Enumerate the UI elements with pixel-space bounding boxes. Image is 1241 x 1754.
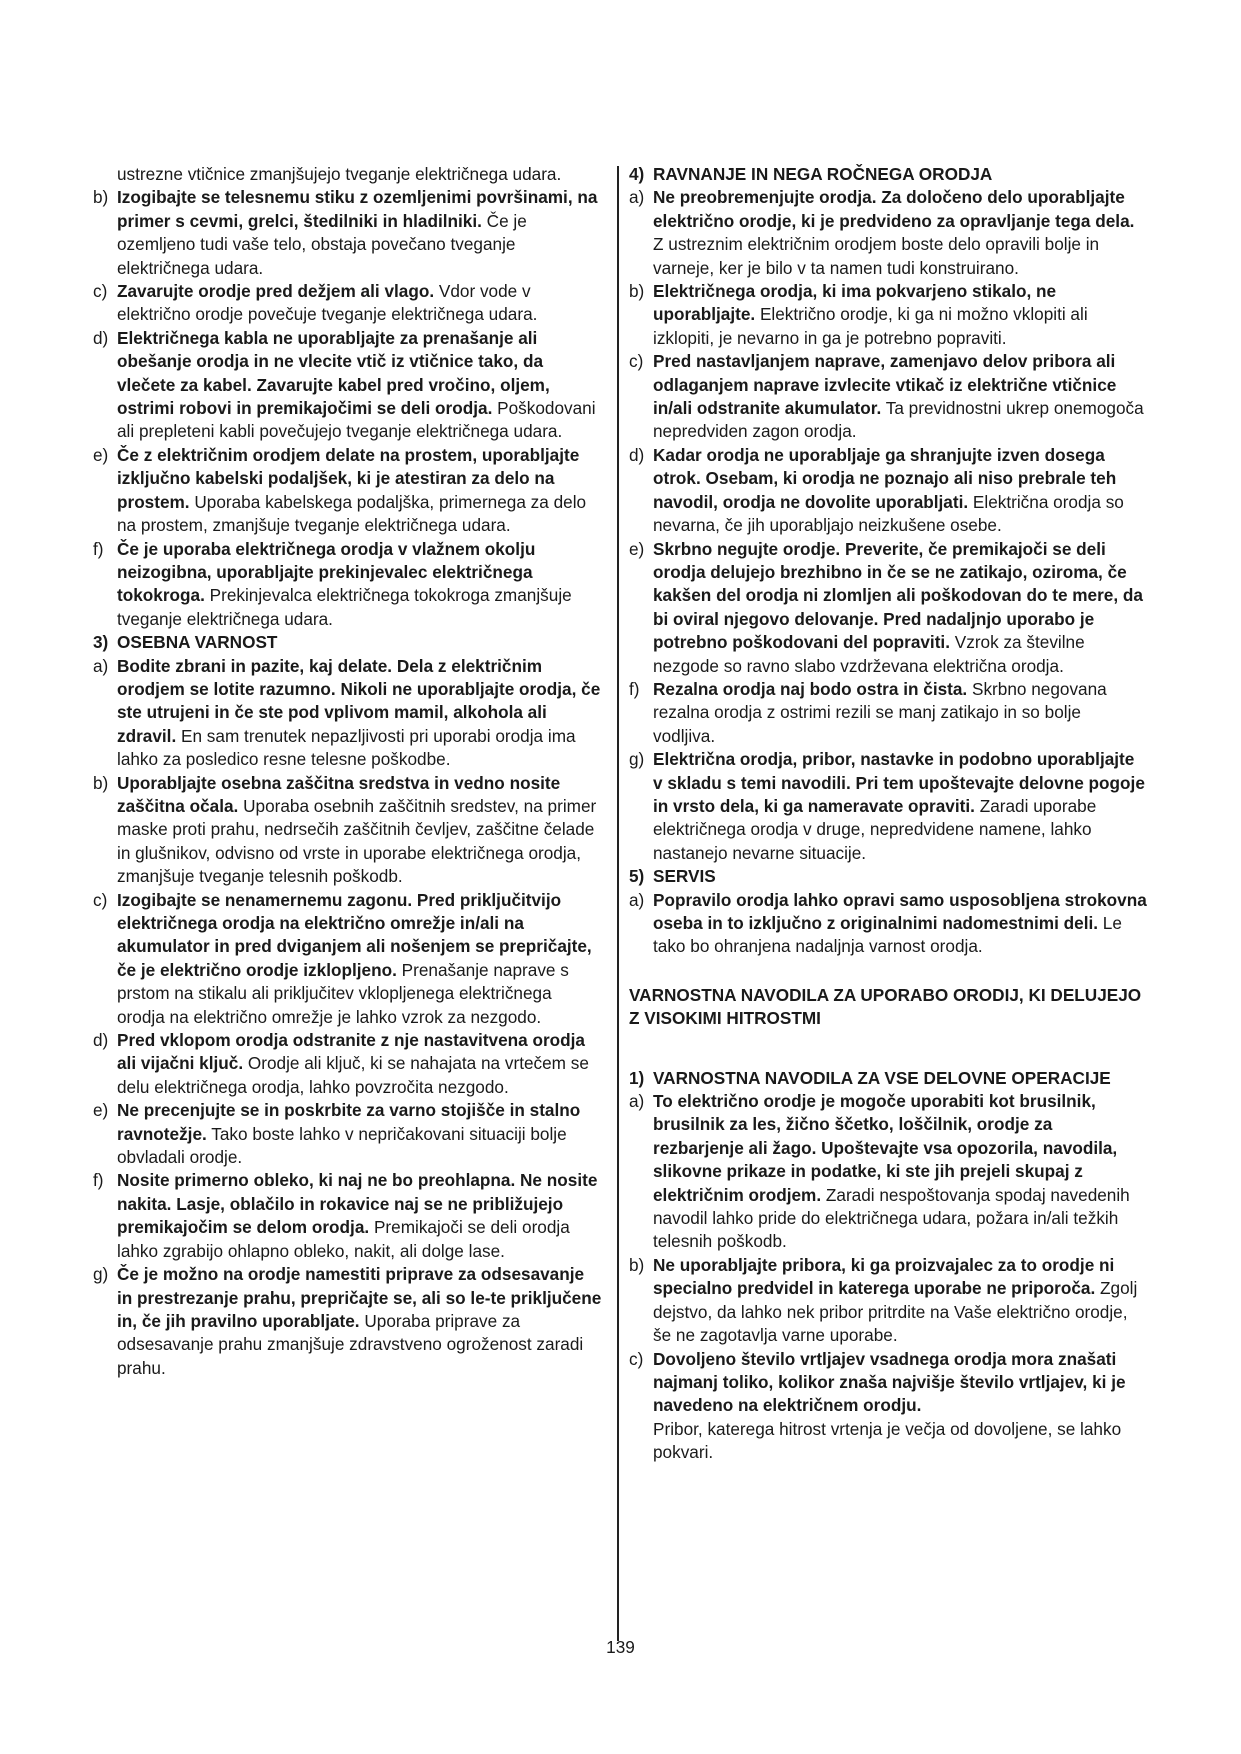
list-item-text: Orodje ali ključ, ki se nahajata na vrtečem se delu električnega orodja, lahko povzročita nezgodo. [117,1053,589,1097]
left-column [93,163,603,1380]
list-item-text: Vzrok za številne nezgode so ravno slabo vzdrževana električna orodja. [653,632,1085,676]
list-section-5 [629,889,1147,959]
list-item-bold-text: Izogibajte se nenamernemu zagonu. Pred priključitvijo električnega orodja na električno omrežje in/ali na akumulator in pred dviganjem ali nošenjem se prepričajte, če je električno orodje izklopljeno. [117,889,592,980]
list-item-label: b) [629,1254,645,1275]
list-item-bold-text: Dovoljeno število vrtljajev vsadnega orodja mora znašati najmanj toliko, kolikor znaša najvišje število vrtljajev, ki je navedeno na električnem orodju. [653,1348,1126,1416]
intro-paragraph: ustrezne vtičnice zmanjšujejo tveganje električnega udara. [117,164,562,184]
list-item-label: c) [629,351,644,372]
list-item [629,186,1147,280]
list-item-bold-text: Pred vklopom orodja odstranite z nje nastavitvena orodja ali vijačni ključ. [117,1030,585,1074]
list-item-bold-text: Električna orodja, pribor, nastavke in podobno uporabljajte v skladu s temi navodili. Pri tem upoštevajte delovne pogoje in vrsto dela, ki ga nameravate opraviti. [653,749,1145,816]
list-item-bold-text: Skrbno negujte orodje. Preverite, če premikajoči se deli orodja delujejo brezhibno in če se ne zatikajo, oziroma, če kakšen del orodja ni zlomljen ali poškodovan do te mere, da bi oviral njegovo delovanje. Pred nadaljnjo uporabo je potrebno poškodovani del popraviti. [653,538,1143,653]
list-item-label: f) [93,1170,104,1191]
list-item-text: Le tako bo ohranjena nadaljnja varnost orodja. [653,913,1122,957]
section-4-heading [629,163,1147,186]
list-item-bold-text: To električno orodje je mogoče uporabiti kot brusilnik, brusilnik za les, žično ščetko, loščilnik, orodje za rezbarjenje ali žago. Upoštevajte vsa opozorila, navodila, slikovne prikaze in podatke, ki ste jih prejeli skupaj z električnim orodjem. [653,1091,1118,1205]
list-item [629,280,1147,350]
list-item [93,186,603,280]
page-number: 139 [606,1637,635,1657]
list-item-text: En sam trenutek nepazljivosti pri uporabi orodja ima lahko za posledico resne telesne poškodbe. [117,725,576,770]
list-item-bold-text: Če z električnim orodjem delate na prostem, uporabljajte izključno kabelski podaljšek, ki je atestiran za delo na prostem. [117,444,580,512]
list-item-label: g) [93,1264,109,1285]
list-item-bold-text: Zavarujte orodje pred dežjem ali vlago. [117,281,435,302]
list-item-text: Poškodovani ali prepleteni kabli povečujejo tveganje električnega udara. [117,398,596,442]
tail-paragraph: Pribor, katerega hitrost vrtenja je večja od dovoljene, se lahko pokvari. [653,1418,1122,1463]
list-item [93,1029,603,1099]
list-item [93,889,603,1029]
list-item-label: f) [629,678,640,699]
list-item-label: b) [93,772,109,793]
section-1-number: 1) [629,1067,645,1088]
list-item-bold-text: Rezalna orodja naj bodo ostra in čista. [653,678,968,699]
list-item [93,772,603,889]
list-item [629,1090,1147,1254]
list-item-text: Zaradi nespoštovanja spodaj navedenih navodil lahko pride do električnega udara, požara in/ali težkih telesnih poškodb. [653,1184,1130,1252]
list-item [93,538,603,632]
list-item-text: Skrbno negovana rezalna orodja z ostrimi rezili se manj zatikajo in so bolje vodljiva. [653,678,1107,746]
list-item-bold-text: Če je uporaba električnega orodja v vlažnem okolju neizogibna, uporabljajte prekinjevalec električnega tokokroga. [117,538,536,606]
list-item-label: a) [629,1091,645,1112]
list-item-label: d) [629,444,645,465]
section-5-number: 5) [629,866,645,887]
list-item [93,1169,603,1263]
list-item-label: d) [93,1030,109,1051]
list-item-label: c) [93,281,108,302]
section-4-title: RAVNANJE IN NEGA ROČNEGA ORODJA [653,164,993,184]
section-1-title: VARNOSTNA NAVODILA ZA VSE DELOVNE OPERACIJE [653,1067,1111,1088]
list-item-bold-text: Izogibajte se telesnemu stiku z ozemljenimi površinami, na primer s cevmi, grelci, štedilniki in hladilniki. [117,187,598,231]
right-column [629,163,1147,1465]
list-item-text: Uporaba kabelskega podaljška, primernega za delo na prostem, zmanjšuje tveganje električnega udara. [117,491,587,536]
list-section-2 [93,186,603,631]
list-item-bold-text: Bodite zbrani in pazite, kaj delate. Dela z električnim orodjem se lotite razumno. Nikoli ne uporabljajte orodja, če ste utrujeni in če ste pod vplivom mamil, alkohola ali zdravil. [117,655,601,746]
list-item-label: a) [629,889,645,910]
list-item [629,1348,1147,1418]
section-3-title: OSEBNA VARNOST [117,632,278,653]
list-item [93,655,603,772]
list-item-bold-text: Električnega kabla ne uporabljajte za prenašanje ali obešanje orodja in ne vlecite vtič iz vtičnice tako, da vlečete za kabel. Zavarujte kabel pred vročino, oljem, ostrimi robovi in premikajočimi se deli orodja. [117,327,550,419]
list-item-label: b) [93,187,109,208]
list-item-bold-text: Če je možno na orodje namestiti priprave za odsesavanje in prestrezanje prahu, prepričajte se, ali so le-te priključene in, če jih pravilno uporabljate. [117,1264,602,1331]
list-item-label: c) [629,1348,644,1369]
list-item-text: Zgolj dejstvo, da lahko nek pribor pritrdite na Vaše električno orodje, še ne zagotavlja varne uporabe. [653,1278,1138,1346]
list-item-label: g) [629,749,645,770]
list-item-text: Uporaba priprave za odsesavanje prahu zmanjšuje zdravstveno ogroženost zaradi prahu. [117,1310,584,1378]
list-item-text: Zaradi uporabe električnega orodja v druge, nepredvidene namene, lahko nastanejo nevarne situacije. [653,795,1097,863]
list-item-text: Električna orodja so nevarna, če jih uporabljajo neizkušene osebe. [653,491,1124,536]
list-item-text: Prenašanje naprave s prstom na stikalu ali priključitev vklopljenega električnega orodja na električno omrežje je lahko vzrok za nezgodo. [117,959,569,1027]
list-item-text: Uporaba osebnih zaščitnih sredstev, na primer maske proti prahu, nedrsečih zaščitnih čevljev, zaščitne čelade in glušnikov, odvisno od vrste in uporabe električnega orodja, zmanjšuje tveganje telesnih poškodb. [117,795,597,887]
list-item-label: f) [93,538,104,559]
list-section-3 [93,655,603,1381]
list-item [629,748,1147,865]
list-item-text: Z ustreznim električnim orodjem boste delo opravili bolje in varneje, ker je bilo v ta namen tudi konstruirano. [653,234,1100,278]
list-item-label: d) [93,327,109,348]
list-item [93,280,603,327]
column-divider [617,166,619,1641]
section-5-heading [629,865,1147,888]
list-item-bold-text: Pred nastavljanjem naprave, zamenjavo delov pribora ali odlaganjem naprave izvlecite vtikač iz električne vtičnice in/ali odstranite akumulator. [653,351,1117,419]
list-item-text: Vdor vode v električno orodje povečuje tveganje električnega udara. [117,281,538,325]
list-item-label: a) [93,655,109,676]
list-item [629,538,1147,678]
list-section-4 [629,186,1147,865]
list-item-bold-text: Popravilo orodja lahko opravi samo usposobljena strokovna oseba in to izključno z originalnimi nadomestnimi deli. [653,889,1147,933]
list-item [629,678,1147,748]
list-item-text: Prekinjevalca električnega tokokroga zmanjšuje tveganje električnega udara. [117,585,572,629]
list-item-bold-text: Ne precenjujte se in poskrbite za varno stojišče in stalno ravnotežje. [117,1100,581,1144]
list-item-bold-text: Uporabljajte osebna zaščitna sredstva in vedno nosite zaščitna očala. [117,772,561,816]
list-item [629,889,1147,959]
list-item-bold-text: Ne preobremenjujte orodja. Za določeno delo uporabljajte električno orodje, ki je predvideno za opravljanje tega dela. [653,187,1135,231]
list-item-label: e) [93,444,109,465]
section-5-title: SERVIS [653,866,716,887]
section-3-heading [93,631,603,654]
list-item-text: Ta previdnostni ukrep onemogoča nepredviden zagon orodja. [653,398,1144,442]
list-item-label: a) [629,187,645,208]
section-1-heading [629,1067,1147,1090]
list-item-label: e) [93,1100,109,1121]
list-item-bold-text: Kadar orodja ne uporabljaje ga shranjujte izven dosega otrok. Osebam, ki orodja ne poznajo ali niso prebrale teh navodil, orodja ne dovolite uporabljati. [653,444,1117,512]
list-item-text: Če je ozemljeno tudi vaše telo, obstaja povečano tveganje električnega udara. [117,210,527,278]
list-item-text: Premikajoči se deli orodja lahko zgrabijo ohlapno obleko, nakit, ali dolge lase. [117,1217,570,1261]
list-item-label: e) [629,538,645,559]
list-item-text: Tako boste lahko v nepričakovani situaciji bolje obvladali orodje. [117,1123,567,1168]
list-item [93,1263,603,1380]
list-item-text: Električno orodje, ki ga ni možno vklopiti ali izklopiti, je nevarno in ga je potrebno popraviti. [653,304,1088,348]
list-item-bold-text: Ne uporabljajte pribora, ki ga proizvajalec za to orodje ni specialno predvidel in katerega uporabe ne priporoča. [653,1254,1115,1299]
list-item [93,444,603,538]
list-section-1 [629,1090,1147,1418]
list-item [93,1099,603,1169]
section-3-number: 3) [93,632,109,653]
list-item [93,327,603,444]
section-4-number: 4) [629,164,645,184]
list-item-label: b) [629,281,645,302]
list-item-bold-text: Električnega orodja, ki ima pokvarjeno stikalo, ne uporabljajte. [653,281,1057,325]
list-item [629,350,1147,444]
list-item [629,1254,1147,1348]
list-item-bold-text: Nosite primerno obleko, ki naj ne bo preohlapna. Ne nosite nakita. Lasje, oblačilo in rokavice naj se ne približujejo premikajočim se delom orodja. [117,1170,598,1238]
list-item [629,444,1147,538]
high-speed-tools-heading: VARNOSTNA NAVODILA ZA UPORABO ORODIJ, KI DELUJEJO Z VISOKIMI HITROSTMI [629,984,1142,1029]
list-item-label: c) [93,889,108,910]
